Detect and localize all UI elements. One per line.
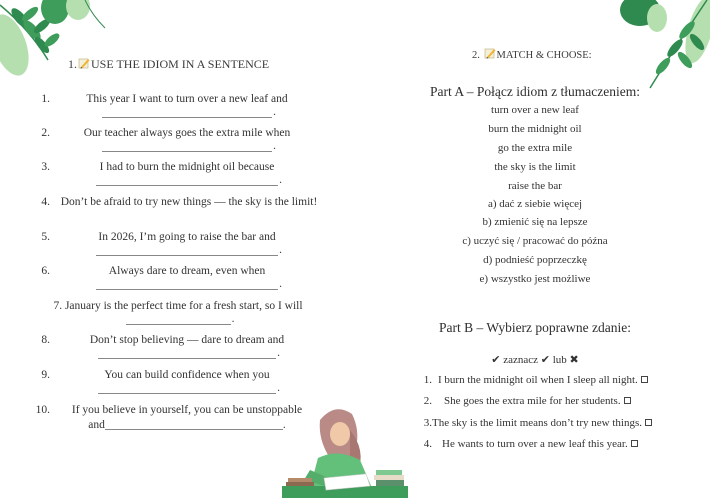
exercise-text: You can build confidence when you (104, 369, 270, 381)
fill-blank[interactable] (105, 420, 283, 430)
idiom-item: the sky is the limit (494, 161, 576, 173)
translation-option: d) podnieść poprzeczkę (483, 254, 587, 266)
exercise-text: January is the perfect time for a fresh start, so I will (64, 300, 303, 312)
fill-blank[interactable]: . (96, 280, 278, 290)
exercise-text: Always dare to dream, even when (108, 265, 266, 277)
exercise-item-10: 10. If you believe in yourself, you can be unstoppable and . (35, 404, 303, 431)
idiom-item: burn the midnight oil (488, 123, 582, 135)
exercise-text: This year I want to turn over a new leaf and (86, 93, 288, 105)
exercise-item-6: 6. Always dare to dream, even when . (41, 265, 282, 290)
exercise-text: Don’t be afraid to try new things — the sky is the limit! (60, 196, 318, 208)
translation-option: e) wszystko jest możliwe (479, 273, 591, 285)
leaf-decoration-top-center (30, 0, 110, 35)
part-a-heading: Part A – Połącz idiom z tłumaczeniem: (430, 84, 640, 99)
fill-blank[interactable]: . (96, 176, 278, 186)
checkbox[interactable] (624, 397, 631, 404)
section-1-heading: USE THE IDIOM IN A SENTENCE (91, 57, 270, 71)
translation-option: c) uczyć się / pracować do późna (462, 235, 608, 247)
exercise-text: Don’t stop believing — dare to dream and (89, 334, 285, 346)
idiom-item: turn over a new leaf (491, 104, 579, 116)
fill-blank[interactable]: . (98, 384, 276, 394)
checkbox[interactable] (645, 419, 652, 426)
exercise-item-2: 2. Our teacher always goes the extra mile when . (41, 127, 291, 152)
section-2-heading: MATCH & CHOOSE: (496, 50, 592, 61)
part-b-heading: Part B – Wybierz poprawne zdanie: (439, 320, 631, 335)
idiom-item: go the extra mile (497, 142, 573, 154)
fill-blank[interactable]: . (98, 349, 276, 359)
fill-blank[interactable]: . (102, 108, 272, 118)
exercise-text: In 2026, I’m going to raise the bar and (98, 231, 276, 243)
pencil-memo-icon (484, 47, 496, 59)
exercise-item-9: 9. You can build confidence when you . (41, 369, 280, 394)
exercise-text: I had to burn the midnight oil because (99, 161, 275, 173)
translation-option: a) dać z siebie więcej (487, 198, 583, 210)
fill-blank[interactable]: . (126, 315, 231, 325)
section-2-number: 2. (472, 50, 480, 61)
section-1-number: 1. (68, 57, 77, 71)
checkbox[interactable] (641, 376, 648, 383)
leaf-decoration-top-right (595, 0, 710, 95)
part-b-instruction: ✔ zaznacz ✔ lub ✖ (491, 354, 579, 366)
fill-blank[interactable]: . (102, 142, 272, 152)
exercise-text: Our teacher always goes the extra mile when (83, 127, 291, 139)
section-2-title (472, 47, 592, 61)
exercise-item-4: 4. Don’t be afraid to try new things — the sky is the limit! (41, 196, 318, 208)
girl-studying-illustration (280, 400, 410, 498)
translation-option: b) zmienić się na lepsze (482, 216, 588, 228)
idiom-item: raise the bar (508, 180, 562, 192)
exercise-item-8: 8. Don’t stop believing — dare to dream and . (41, 334, 285, 359)
exercise-item-5: 5. In 2026, I’m going to raise the bar and . (41, 231, 282, 256)
pencil-memo-icon (78, 57, 90, 69)
exercise-item-3: 3. I had to burn the midnight oil because . (41, 161, 282, 186)
exercise-text: If you believe in yourself, you can be unstoppable (71, 404, 303, 416)
exercise-item-7: 7. January is the perfect time for a fresh start, so I will . (53, 300, 303, 325)
fill-blank[interactable]: . (96, 246, 278, 256)
exercise-item-1: 1. This year I want to turn over a new leaf and . (41, 93, 288, 118)
section-1-title (68, 57, 269, 72)
checkbox[interactable] (631, 440, 638, 447)
